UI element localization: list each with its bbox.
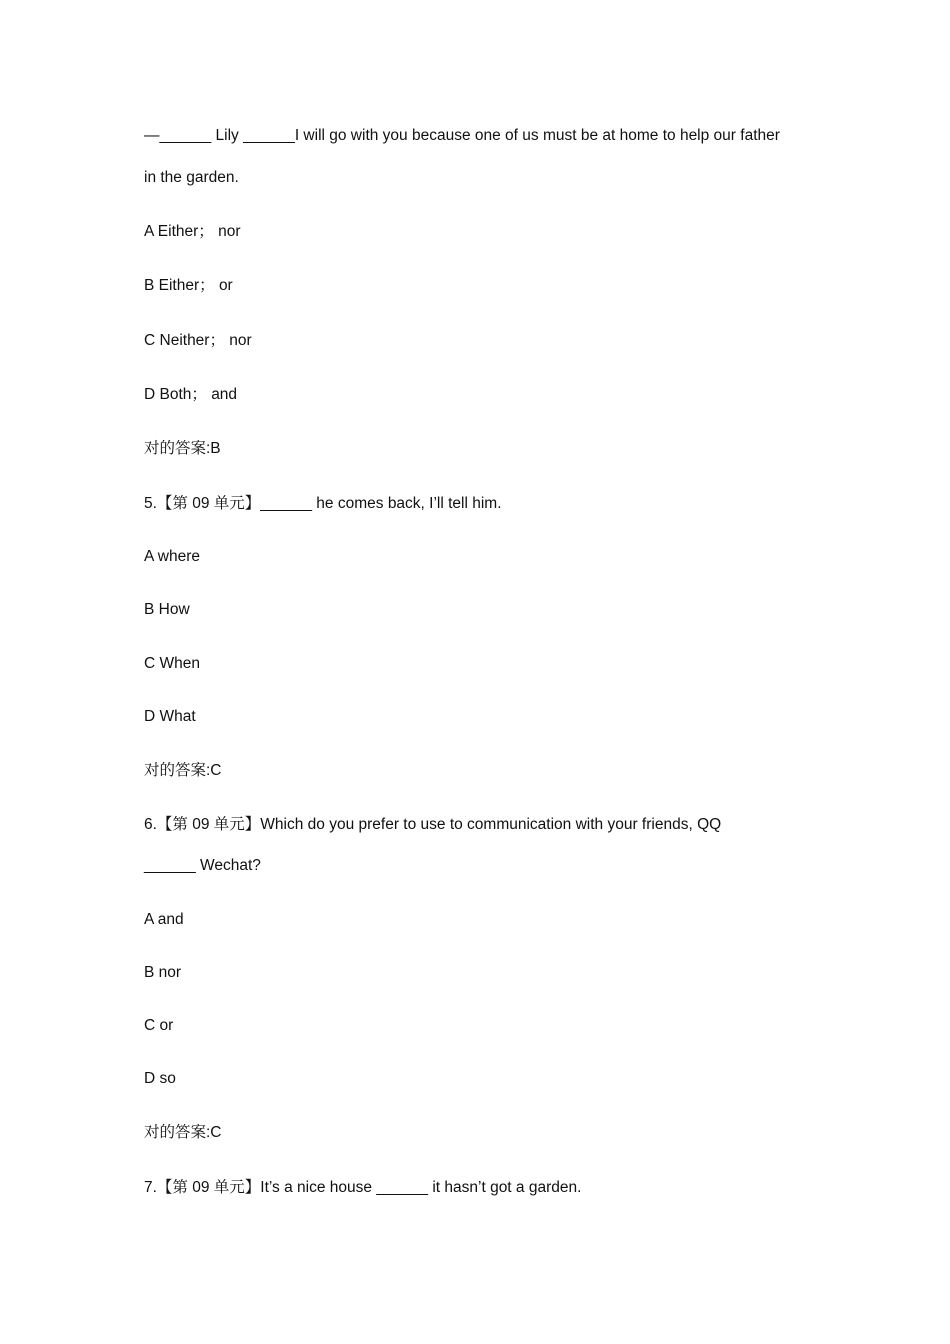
question-4-option-c: C Neither； nor xyxy=(144,332,252,349)
question-5-stem: 5.【第 09 单元】______ he comes back, I’ll tell him. xyxy=(144,495,502,512)
question-4-stem-line-1: —______ Lily ______I will go with you because one of us must be at home to help our father xyxy=(144,127,780,144)
question-5-option-b: B How xyxy=(144,601,190,618)
question-4-option-b: B Either； or xyxy=(144,277,233,294)
question-4-stem-line-2: in the garden. xyxy=(144,169,239,186)
question-6-option-c: C or xyxy=(144,1017,174,1034)
question-4-option-a: A Either； nor xyxy=(144,223,241,240)
question-4-answer: 对的答案:B xyxy=(144,440,221,457)
question-4-option-d: D Both； and xyxy=(144,386,238,403)
question-5-option-c: C When xyxy=(144,655,200,672)
question-5-option-a: A where xyxy=(144,548,201,565)
question-5-answer: 对的答案:C xyxy=(144,762,222,779)
question-6-answer: 对的答案:C xyxy=(144,1124,222,1141)
question-6-stem-line-2: ______ Wechat? xyxy=(144,857,261,874)
question-6-option-a: A and xyxy=(144,911,184,928)
question-7-stem: 7.【第 09 单元】It’s a nice house ______ it hasn’t got a garden. xyxy=(144,1179,582,1196)
question-5-option-d: D What xyxy=(144,708,196,725)
question-6-option-b: B nor xyxy=(144,964,182,981)
question-6-stem-line-1: 6.【第 09 单元】Which do you prefer to use to communication with your friends, QQ xyxy=(144,816,722,833)
question-6-option-d: D so xyxy=(144,1070,176,1087)
